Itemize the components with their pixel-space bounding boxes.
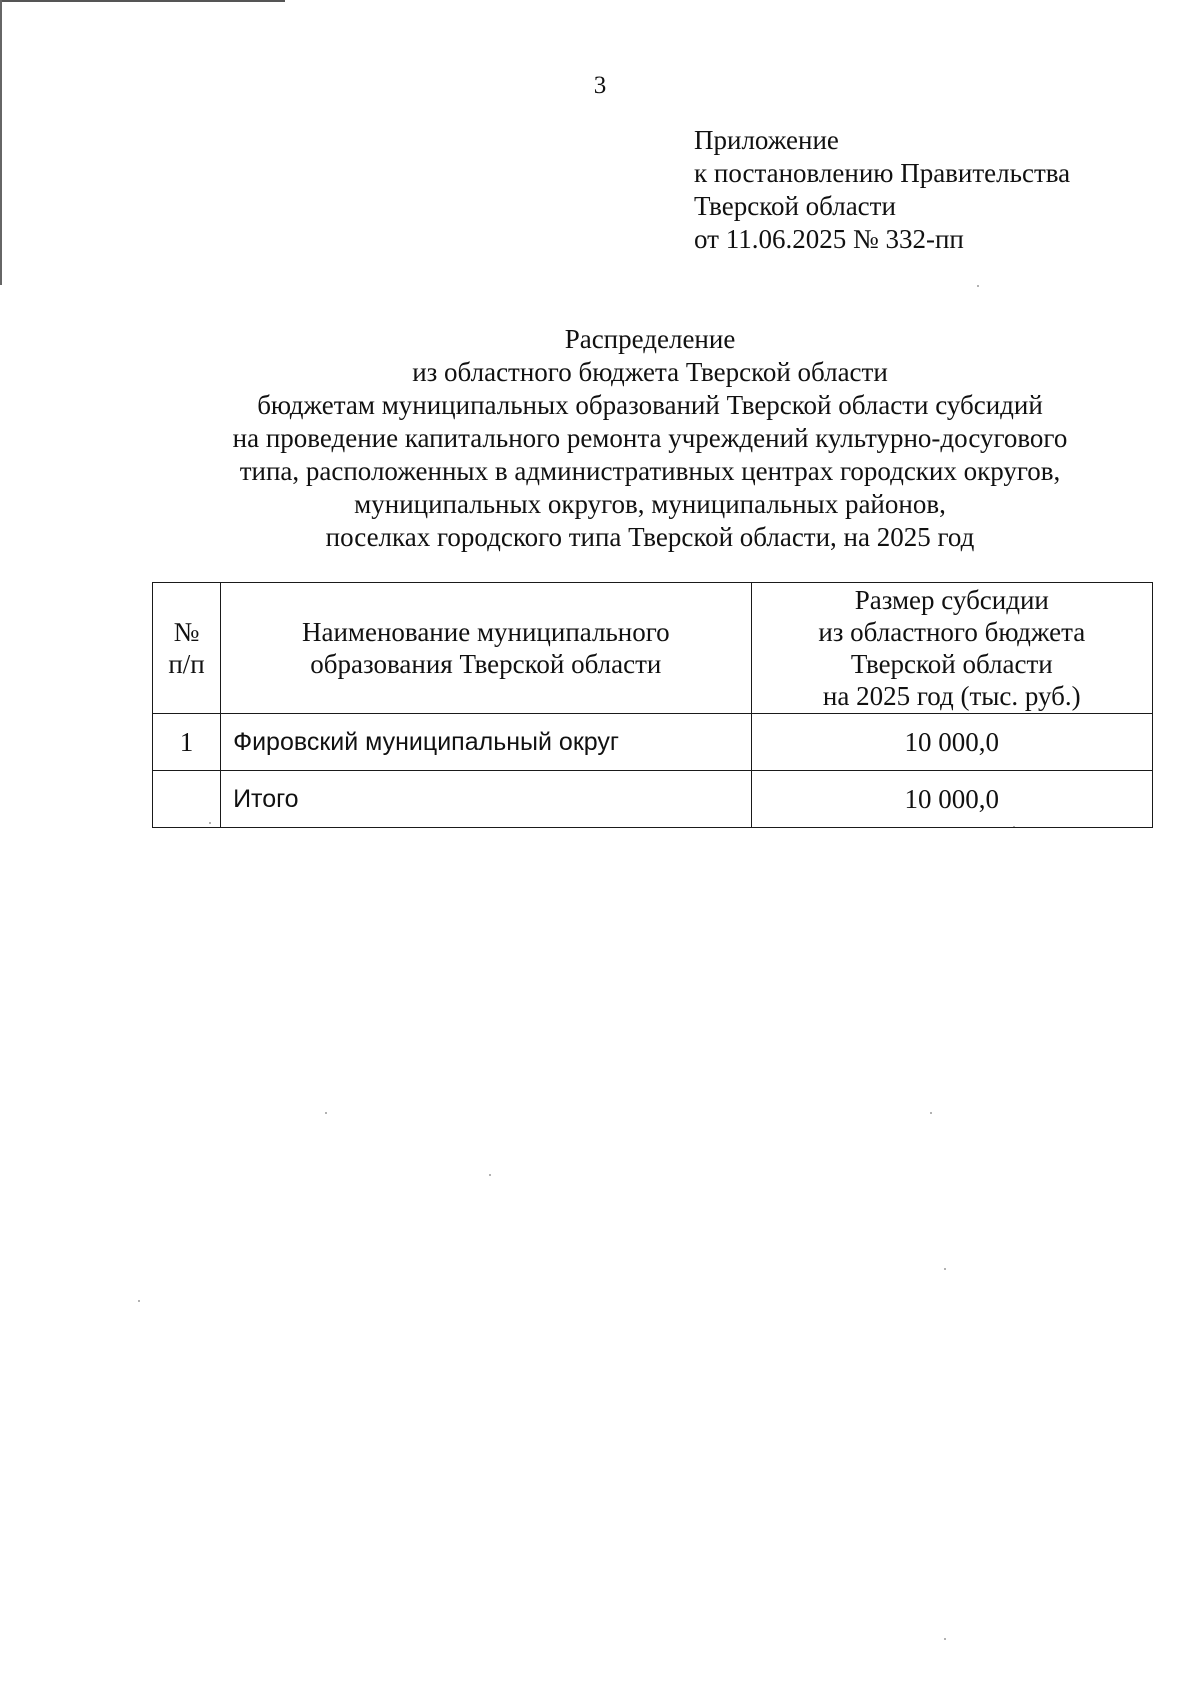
scan-speck: [944, 1268, 946, 1270]
title-line: бюджетам муниципальных образований Тверской области субсидий: [257, 390, 1043, 420]
document-title: [0, 323, 1200, 554]
table-total-row: [153, 771, 1153, 828]
scan-speck: [138, 1300, 140, 1302]
header-text: Наименование муниципального: [301, 617, 670, 647]
appendix-line: Приложение: [694, 125, 839, 155]
row-number-cell: [153, 771, 221, 828]
title-line: на проведение капитального ремонта учреждений культурно-досугового: [232, 423, 1068, 453]
table-row: [153, 714, 1153, 771]
appendix-line: к постановлению Правительства: [694, 158, 1071, 188]
appendix-header: [694, 124, 1070, 256]
scan-speck: [944, 1638, 946, 1640]
scan-speck: [325, 1112, 327, 1114]
scan-edge-line-left: [0, 0, 2, 285]
title-line: из областного бюджета Тверской области: [412, 357, 888, 387]
row-name-cell: Итого: [221, 771, 752, 828]
scan-speck: [930, 1112, 932, 1114]
title-line: поселках городского типа Тверской области, на 2025 год: [325, 522, 975, 552]
header-text: на 2025 год (тыс. руб.): [822, 681, 1081, 711]
header-cell-number: [153, 583, 221, 714]
table-header-row: [153, 583, 1153, 714]
page-number: 3: [593, 72, 607, 99]
header-text: п/п: [168, 649, 205, 679]
appendix-line: от 11.06.2025 № 332-пп: [694, 224, 964, 254]
scan-edge-line-top: [0, 0, 285, 2]
appendix-line: Тверской области: [694, 191, 896, 221]
scan-speck: [977, 285, 979, 287]
row-number-cell: 1: [153, 714, 221, 771]
title-line: типа, расположенных в административных центрах городских округов,: [239, 456, 1061, 486]
header-text: образования Тверской области: [310, 649, 662, 679]
distribution-table: [152, 582, 1153, 828]
scan-speck: [489, 1174, 491, 1176]
row-amount-cell: 10 000,0: [751, 771, 1152, 828]
title-line: муниципальных округов, муниципальных районов,: [354, 489, 946, 519]
header-cell-amount: [751, 583, 1152, 714]
title-line: Распределение: [564, 324, 736, 354]
row-amount-cell: 10 000,0: [751, 714, 1152, 771]
header-text: из областного бюджета: [818, 617, 1086, 647]
header-text: №: [173, 617, 200, 647]
header-text: Тверской области: [850, 649, 1053, 679]
row-name-cell: Фировский муниципальный округ: [221, 714, 752, 771]
header-text: Размер субсидии: [854, 585, 1049, 615]
header-cell-name: [221, 583, 752, 714]
